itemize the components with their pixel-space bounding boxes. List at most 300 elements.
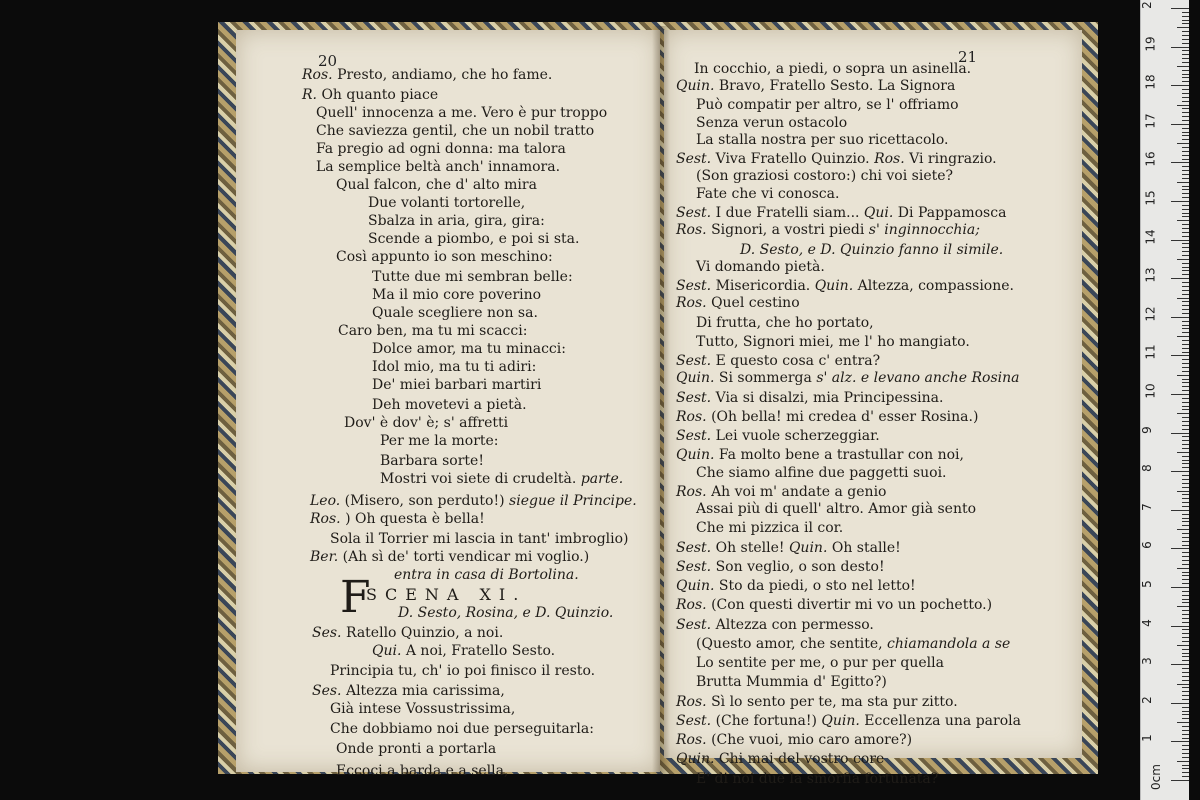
ruler-tick	[1182, 178, 1189, 179]
dialogue-text: In cocchio, a piedi, o sopra un asinella.	[694, 61, 972, 77]
dialogue-text: Brutta Mummia d' Egitto?)	[696, 674, 887, 690]
ruler-tick	[1182, 610, 1189, 611]
ruler-number: 15	[1143, 190, 1158, 206]
ruler-tick	[1182, 170, 1189, 171]
ruler-tick	[1182, 711, 1189, 712]
ruler-tick	[1182, 637, 1189, 638]
ruler-tick	[1182, 533, 1189, 534]
ruler-tick	[1182, 348, 1189, 349]
left-page-line	[372, 304, 538, 322]
dialogue-text: Altezza mia carissima,	[345, 683, 505, 699]
speaker-label: Quin.	[676, 751, 719, 767]
speaker-label: Sest.	[676, 559, 716, 575]
dialogue-text: Ah voi m' andate a genio	[711, 484, 887, 500]
ruler-tick	[1182, 475, 1189, 476]
ruler-tick	[1171, 741, 1189, 742]
left-page-line	[344, 414, 508, 432]
speaker-label: Ros.	[676, 732, 712, 748]
ruler-tick	[1182, 622, 1189, 623]
ruler-tick	[1182, 50, 1189, 51]
dialogue-text: Di Pappamosca	[897, 205, 1007, 221]
ruler-number: 12	[1143, 306, 1158, 322]
ruler-tick	[1177, 298, 1189, 299]
dialogue-text: A noi, Fratello Sesto.	[405, 643, 556, 659]
ruler-tick	[1182, 20, 1189, 21]
ruler-tick	[1182, 151, 1189, 152]
ruler-tick	[1182, 12, 1189, 13]
ruler-tick	[1182, 247, 1189, 248]
ruler-number: 13	[1143, 267, 1158, 283]
right-page-line	[676, 221, 980, 239]
ruler-tick	[1182, 35, 1189, 36]
ruler-tick	[1182, 251, 1189, 252]
dialogue-text: Principia tu, ch' io poi finisco il resto.	[330, 663, 596, 679]
dialogue-text: Quel cestino	[711, 295, 800, 311]
dialogue-text: Caro ben, ma tu mi scacci:	[338, 323, 528, 339]
ruler-tick	[1182, 81, 1189, 82]
ruler-tick	[1177, 606, 1189, 607]
ruler-tick	[1182, 363, 1189, 364]
ruler-tick	[1182, 213, 1189, 214]
ruler-number: 1	[1139, 734, 1154, 743]
dialogue-text: Chi mai del vostro core	[718, 751, 885, 767]
dialogue-text: Dolce amor, ma tu minacci:	[372, 341, 566, 357]
right-page-line	[676, 389, 943, 407]
ruler-tick	[1182, 89, 1189, 90]
ruler-tick	[1182, 197, 1189, 198]
ruler-tick	[1182, 707, 1189, 708]
stage-direction: s' alz. e levano anche Rosina	[816, 370, 1020, 386]
dialogue-text: Fa molto bene a trastullar con noi,	[718, 447, 964, 463]
ruler-tick	[1182, 70, 1189, 71]
ruler-tick	[1182, 101, 1189, 102]
ruler-tick	[1177, 220, 1189, 221]
speaker-label: Sest.	[676, 713, 716, 729]
left-page-line	[330, 662, 595, 680]
ruler-tick	[1182, 270, 1189, 271]
ruler-number: 11	[1143, 344, 1158, 361]
ruler-tick	[1182, 467, 1189, 468]
ruler-tick	[1182, 232, 1189, 233]
left-page-line	[394, 566, 579, 584]
ruler-tick	[1177, 529, 1189, 530]
speaker-label: Ros.	[676, 484, 712, 500]
ruler-tick	[1177, 722, 1189, 723]
ruler-tick	[1182, 390, 1189, 391]
speaker-label: Sest.	[676, 205, 716, 221]
dialogue-text: Quell' innocenza a me. Vero è pur troppo	[316, 105, 608, 121]
right-page-line	[694, 60, 971, 78]
dialogue-text: Sì lo sento per te, ma sta pur zitto.	[711, 694, 958, 710]
right-page-line	[696, 96, 959, 114]
speaker-label: Ros.	[676, 694, 712, 710]
speaker-label: Quin.	[676, 578, 719, 594]
left-page-line	[316, 140, 566, 158]
ruler-tick	[1182, 456, 1189, 457]
ruler-tick	[1182, 290, 1189, 291]
dialogue-text: Oh stelle!	[715, 540, 789, 556]
ruler-tick	[1182, 228, 1189, 229]
ruler-tick	[1182, 54, 1189, 55]
left-page-line	[380, 432, 499, 450]
ruler-tick	[1182, 514, 1189, 515]
speaker-label: Sest.	[676, 540, 716, 556]
ruler-tick	[1182, 448, 1189, 449]
ruler-tick	[1182, 429, 1189, 430]
ruler-tick	[1182, 463, 1189, 464]
ruler-tick	[1182, 243, 1189, 244]
ruler-tick	[1182, 77, 1189, 78]
dialogue-text: Vi ringrazio.	[909, 151, 997, 167]
dialogue-text: (Questo amor, che sentite,	[696, 636, 888, 652]
ruler-tick	[1182, 545, 1189, 546]
ruler-tick	[1182, 120, 1189, 121]
ruler-tick	[1171, 162, 1189, 163]
right-page-line	[676, 352, 880, 370]
left-page-line	[310, 548, 589, 566]
right-page-line	[676, 408, 978, 426]
ruler-tick	[1182, 406, 1189, 407]
dialogue-text: Mostri voi siete di crudeltà.	[380, 471, 581, 487]
dialogue-text: Si sommerga	[718, 370, 817, 386]
ruler-tick	[1182, 680, 1189, 681]
ruler-tick	[1177, 568, 1189, 569]
ruler-tick	[1171, 278, 1189, 279]
left-page-line	[302, 86, 438, 104]
ruler-tick	[1171, 8, 1189, 9]
left-page-line	[368, 212, 545, 230]
ruler-tick	[1182, 525, 1189, 526]
dialogue-text: De' miei barbari martiri	[372, 377, 542, 393]
speaker-label: Quin.	[676, 447, 719, 463]
dialogue-text: Presto, andiamo, che ho fame.	[337, 67, 553, 83]
left-page-line	[372, 340, 566, 358]
left-page-line	[380, 470, 623, 488]
dialogue-text: Misericordia.	[715, 278, 815, 294]
dialogue-text: Che dobbiamo noi due perseguitarla:	[330, 721, 594, 737]
ruler-tick	[1182, 695, 1189, 696]
drop-cap-letter: F	[340, 572, 371, 623]
speaker-label: Qui.	[372, 643, 406, 659]
ruler-tick	[1182, 189, 1189, 190]
ruler-tick	[1182, 614, 1189, 615]
ruler-tick	[1182, 649, 1189, 650]
ruler-tick	[1182, 753, 1189, 754]
right-page-line	[696, 770, 938, 788]
dialogue-text: (Che fortuna!)	[715, 713, 822, 729]
ruler-tick	[1177, 413, 1189, 414]
ruler-tick	[1182, 398, 1189, 399]
ruler-tick	[1182, 757, 1189, 758]
ruler-tick	[1182, 159, 1189, 160]
ruler-tick	[1182, 668, 1189, 669]
ruler-tick	[1182, 502, 1189, 503]
speaker-label: Ber.	[310, 549, 343, 565]
ruler-tick	[1182, 575, 1189, 576]
ruler-number: 0cm	[1148, 764, 1163, 790]
dialogue-text: Ratello Quinzio, a noi.	[345, 625, 504, 641]
dialogue-text: (Con questi divertir mi vo un pochetto.)	[711, 597, 993, 613]
ruler-tick	[1182, 352, 1189, 353]
right-page-line	[676, 577, 916, 595]
speaker-label: Ses.	[312, 625, 346, 641]
ruler-tick	[1177, 105, 1189, 106]
speaker-label: Qui.	[863, 205, 898, 221]
ruler-tick	[1182, 483, 1189, 484]
ruler-tick	[1182, 541, 1189, 542]
speaker-label: Sest.	[676, 390, 716, 406]
ruler-tick	[1182, 139, 1189, 140]
ruler-tick	[1182, 382, 1189, 383]
ruler-tick	[1182, 224, 1189, 225]
ruler-tick	[1182, 409, 1189, 410]
ruler-tick	[1182, 205, 1189, 206]
dialogue-text: Sola il Torrier mi lascia in tant' imbroglio)	[330, 531, 629, 547]
ruler-tick	[1182, 440, 1189, 441]
ruler-tick	[1182, 267, 1189, 268]
ruler-tick	[1182, 730, 1189, 731]
dialogue-text: (Son graziosi costoro:) chi voi siete?	[696, 168, 954, 184]
ruler-tick	[1182, 599, 1189, 600]
ruler-tick	[1182, 93, 1189, 94]
dialogue-text: Fa pregio ad ogni donna: ma talora	[316, 141, 566, 157]
dialogue-text: Eccellenza una parola	[864, 713, 1021, 729]
right-page-line	[676, 294, 800, 312]
ruler-tick	[1171, 664, 1189, 665]
ruler-number: 19	[1143, 35, 1158, 52]
speaker-label: Quin.	[676, 370, 719, 386]
dialogue-text: SCENA XI.	[366, 585, 527, 604]
left-page-line	[380, 452, 484, 470]
ruler-tick	[1182, 494, 1189, 495]
dialogue-text: Sto da piedi, o sto nel letto!	[718, 578, 916, 594]
dialogue-text: La stalla nostra per suo ricettacolo.	[696, 132, 949, 148]
ruler-number: 10	[1143, 383, 1158, 399]
right-page-line	[676, 616, 874, 634]
left-page-line	[330, 700, 515, 718]
right-page-line	[676, 731, 912, 749]
ruler-number: 17	[1143, 113, 1158, 129]
dialogue-text: Due volanti tortorelle,	[368, 195, 526, 211]
speaker-label: Ros.	[676, 295, 712, 311]
left-page-line	[338, 322, 527, 340]
ruler-tick	[1182, 417, 1189, 418]
left-page-line	[368, 230, 579, 248]
ruler-tick	[1182, 209, 1189, 210]
ruler-tick	[1171, 355, 1189, 356]
ruler-tick	[1182, 116, 1189, 117]
ruler-tick	[1182, 602, 1189, 603]
speaker-label: Quin.	[814, 278, 858, 294]
right-page-line	[696, 167, 953, 185]
speaker-label: Ros.	[676, 222, 712, 238]
ruler-tick	[1182, 321, 1189, 322]
ruler-tick	[1182, 765, 1189, 766]
right-page-line	[676, 483, 886, 501]
speaker-label: Sest.	[676, 353, 716, 369]
ruler-tick	[1177, 684, 1189, 685]
ruler-number: 18	[1143, 74, 1158, 90]
left-page-line	[302, 66, 552, 84]
right-page-line	[696, 464, 947, 482]
dialogue-text: Barbara sorte!	[380, 453, 484, 469]
dialogue-text: Che mi pizzica il cor.	[696, 520, 844, 536]
left-page-number: 20	[318, 52, 338, 70]
dialogue-text: Di frutta, che ho portato,	[696, 315, 874, 331]
left-page-line	[368, 194, 525, 212]
dialogue-text: Tutte due mi sembran belle:	[372, 269, 573, 285]
ruler-tick	[1182, 309, 1189, 310]
ruler-tick	[1171, 47, 1189, 48]
ruler-tick	[1171, 703, 1189, 704]
ruler-tick	[1182, 147, 1189, 148]
speaker-label: Sest.	[676, 617, 716, 633]
speaker-label: Ros.	[302, 67, 338, 83]
dialogue-text: Altezza con permesso.	[715, 617, 874, 633]
stage-direction: D. Sesto, e D. Quinzio fanno il simile.	[740, 242, 1004, 258]
ruler-tick	[1171, 201, 1189, 202]
ruler-tick	[1182, 579, 1189, 580]
speaker-label: Sest.	[676, 428, 716, 444]
ruler-tick	[1177, 452, 1189, 453]
ruler-tick	[1182, 216, 1189, 217]
ruler-tick	[1171, 587, 1189, 588]
ruler-tick	[1182, 328, 1189, 329]
ruler-tick	[1177, 336, 1189, 337]
dialogue-text: Viva Fratello Quinzio.	[715, 151, 875, 167]
ruler-tick	[1182, 367, 1189, 368]
right-page-line	[696, 314, 874, 332]
ruler-tick	[1171, 471, 1189, 472]
ruler-tick	[1182, 572, 1189, 573]
left-page-line	[312, 682, 505, 700]
left-page-line	[398, 604, 613, 622]
ruler-tick	[1182, 236, 1189, 237]
dialogue-text: Tutto, Signori miei, me l' ho mangiato.	[696, 334, 970, 350]
ruler-tick	[1182, 305, 1189, 306]
right-page-line	[676, 750, 884, 768]
ruler-tick	[1182, 379, 1189, 380]
speaker-label: Sest.	[676, 151, 716, 167]
ruler-tick	[1182, 58, 1189, 59]
ruler-tick	[1171, 626, 1189, 627]
ruler-tick	[1182, 31, 1189, 32]
right-page-line	[696, 635, 1010, 653]
ruler-tick	[1177, 645, 1189, 646]
ruler-tick	[1182, 653, 1189, 654]
speaker-label: Ses.	[312, 683, 346, 699]
ruler-number: 2	[1139, 1, 1154, 9]
ruler-tick	[1182, 691, 1189, 692]
stage-direction: D. Sesto, Rosina, e D. Quinzio.	[398, 605, 614, 621]
dialogue-text: Fate che vi conosca.	[696, 186, 840, 202]
ruler-tick	[1177, 259, 1189, 260]
dialogue-text: Idol mio, ma tu ti adiri:	[372, 359, 537, 375]
ruler-tick	[1182, 340, 1189, 341]
ruler-tick	[1171, 124, 1189, 125]
dialogue-text: Così appunto io son meschino:	[336, 249, 553, 265]
right-page-line	[676, 446, 964, 464]
ruler-tick	[1182, 776, 1189, 777]
ruler-tick	[1182, 595, 1189, 596]
ruler-tick	[1182, 402, 1189, 403]
ruler-tick	[1182, 166, 1189, 167]
ruler-tick	[1182, 552, 1189, 553]
ruler-tick	[1182, 718, 1189, 719]
ruler-tick	[1182, 498, 1189, 499]
dialogue-text: (Oh bella! mi credea d' esser Rosina.)	[711, 409, 979, 425]
speaker-label: Leo.	[310, 493, 345, 509]
ruler-tick	[1182, 487, 1189, 488]
ruler-tick	[1182, 629, 1189, 630]
dialogue-text: Eccoci a barda e a sella,	[336, 763, 509, 779]
dialogue-text: La semplice beltà anch' innamora.	[316, 159, 561, 175]
ruler-tick	[1182, 734, 1189, 735]
ruler-tick	[1182, 135, 1189, 136]
ruler-tick	[1182, 564, 1189, 565]
right-page-line	[696, 500, 976, 518]
left-page-line	[316, 122, 594, 140]
right-page-line	[696, 654, 944, 672]
left-page-line	[372, 376, 541, 394]
ruler-tick	[1182, 255, 1189, 256]
ruler-tick	[1182, 193, 1189, 194]
dialogue-text: E' di noi due la smorfia fortunata?	[696, 771, 939, 787]
right-page-line	[676, 204, 1006, 222]
dialogue-text: Oh stalle!	[831, 540, 901, 556]
ruler-tick	[1182, 174, 1189, 175]
ruler-tick	[1182, 738, 1189, 739]
dialogue-text: Scende a piombo, e poi si sta.	[368, 231, 580, 247]
ruler-tick	[1182, 132, 1189, 133]
right-page-line	[676, 558, 885, 576]
dialogue-text: Può compatir per altro, se l' offriamo	[696, 97, 959, 113]
right-page-line	[696, 519, 843, 537]
ruler-tick	[1182, 359, 1189, 360]
ruler-tick	[1182, 676, 1189, 677]
ruler-tick	[1171, 548, 1189, 549]
ruler-tick	[1171, 317, 1189, 318]
ruler-number: 9	[1139, 425, 1154, 434]
ruler-tick	[1177, 27, 1189, 28]
ruler-tick	[1182, 521, 1189, 522]
right-page-line	[676, 369, 1020, 387]
speaker-label: Ros.	[676, 597, 712, 613]
ruler-tick	[1182, 672, 1189, 673]
ruler-tick	[1182, 294, 1189, 295]
left-page-line	[372, 268, 573, 286]
dialogue-text: Son veglio, o son desto!	[715, 559, 885, 575]
ruler-tick	[1182, 263, 1189, 264]
dialogue-text: Deh movetevi a pietà.	[372, 397, 527, 413]
ruler-tick	[1182, 518, 1189, 519]
speaker-label: R.	[302, 87, 322, 103]
ruler-tick	[1182, 128, 1189, 129]
ruler-tick	[1182, 583, 1189, 584]
ruler-tick	[1182, 43, 1189, 44]
left-page-line	[336, 740, 496, 758]
measuring-ruler	[1140, 0, 1189, 800]
ruler-tick	[1182, 479, 1189, 480]
right-page-line	[676, 150, 997, 168]
left-page-line	[372, 396, 527, 414]
ruler-tick	[1182, 23, 1189, 24]
right-page-line	[696, 131, 949, 149]
left-page-line	[372, 642, 555, 660]
dialogue-text: Signori, a vostri piedi	[711, 222, 869, 238]
dialogue-text: Lei vuole scherzeggiar.	[715, 428, 880, 444]
ruler-tick	[1182, 425, 1189, 426]
